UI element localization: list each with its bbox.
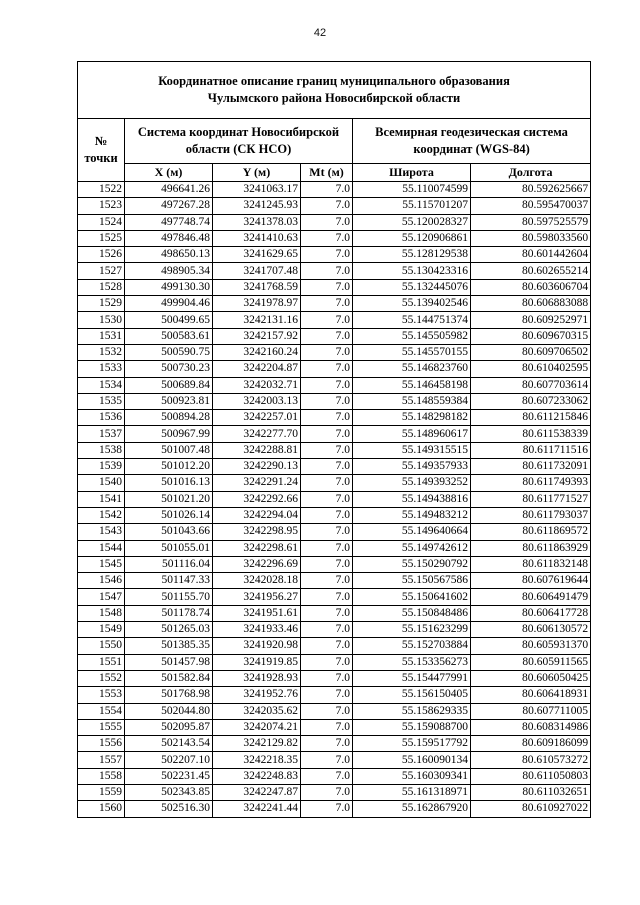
cell-x-coord: 501026.14 (125, 507, 213, 523)
cell-point-no: 1543 (78, 524, 125, 540)
cell-latitude: 55.149640664 (353, 524, 471, 540)
cell-mt-value: 7.0 (301, 361, 353, 377)
cell-point-no: 1541 (78, 491, 125, 507)
header-system-nso: Система координат Новосибирской области (СК НСО) (125, 119, 353, 164)
cell-mt-value: 7.0 (301, 263, 353, 279)
table-row (78, 410, 591, 426)
cell-latitude: 55.158629335 (353, 703, 471, 719)
cell-longitude: 80.605931370 (471, 638, 591, 654)
cell-y-coord: 3242296.69 (213, 556, 301, 572)
cell-x-coord: 501147.33 (125, 573, 213, 589)
cell-mt-value: 7.0 (301, 556, 353, 572)
cell-y-coord: 3241629.65 (213, 247, 301, 263)
table-row (78, 475, 591, 491)
cell-longitude: 80.611711516 (471, 442, 591, 458)
cell-latitude: 55.149483212 (353, 507, 471, 523)
cell-latitude: 55.139402546 (353, 296, 471, 312)
cell-mt-value: 7.0 (301, 312, 353, 328)
cell-point-no: 1546 (78, 573, 125, 589)
cell-y-coord: 3242129.82 (213, 736, 301, 752)
cell-x-coord: 501116.04 (125, 556, 213, 572)
table-row (78, 654, 591, 670)
table-row (78, 573, 591, 589)
cell-mt-value: 7.0 (301, 719, 353, 735)
table-row (78, 393, 591, 409)
cell-point-no: 1536 (78, 410, 125, 426)
cell-point-no: 1528 (78, 279, 125, 295)
cell-x-coord: 501457.98 (125, 654, 213, 670)
table-row (78, 736, 591, 752)
table-row (78, 279, 591, 295)
cell-longitude: 80.610402595 (471, 361, 591, 377)
cell-longitude: 80.611215846 (471, 410, 591, 426)
cell-x-coord: 500499.65 (125, 312, 213, 328)
cell-latitude: 55.132445076 (353, 279, 471, 295)
cell-longitude: 80.611732091 (471, 459, 591, 475)
cell-latitude: 55.159517792 (353, 736, 471, 752)
table-row (78, 296, 591, 312)
cell-mt-value: 7.0 (301, 573, 353, 589)
cell-x-coord: 500923.81 (125, 393, 213, 409)
cell-mt-value: 7.0 (301, 442, 353, 458)
header-system-wgs: Всемирная геодезическая система координат (WGS-84) (353, 119, 591, 164)
cell-longitude: 80.611749393 (471, 475, 591, 491)
table-row (78, 719, 591, 735)
cell-longitude: 80.606418931 (471, 687, 591, 703)
cell-x-coord: 499904.46 (125, 296, 213, 312)
cell-y-coord: 3242257.01 (213, 410, 301, 426)
cell-latitude: 55.145570155 (353, 344, 471, 360)
cell-longitude: 80.610573272 (471, 752, 591, 768)
cell-latitude: 55.148298182 (353, 410, 471, 426)
cell-longitude: 80.603606704 (471, 279, 591, 295)
cell-mt-value: 7.0 (301, 230, 353, 246)
cell-y-coord: 3242028.18 (213, 573, 301, 589)
table-title-line-2: Чулымского района Новосибирской области (207, 91, 461, 105)
cell-point-no: 1559 (78, 784, 125, 800)
cell-latitude: 55.159088700 (353, 719, 471, 735)
table-row (78, 230, 591, 246)
cell-longitude: 80.606050425 (471, 670, 591, 686)
table-row (78, 622, 591, 638)
cell-y-coord: 3242074.21 (213, 719, 301, 735)
header-mt: Mt (м) (301, 164, 353, 182)
cell-longitude: 80.607233062 (471, 393, 591, 409)
cell-y-coord: 3241707.48 (213, 263, 301, 279)
cell-x-coord: 502516.30 (125, 801, 213, 817)
cell-mt-value: 7.0 (301, 344, 353, 360)
cell-point-no: 1538 (78, 442, 125, 458)
cell-y-coord: 3242288.81 (213, 442, 301, 458)
cell-point-no: 1529 (78, 296, 125, 312)
cell-y-coord: 3242218.35 (213, 752, 301, 768)
cell-longitude: 80.611793037 (471, 507, 591, 523)
coordinates-table (77, 61, 591, 818)
table-row (78, 312, 591, 328)
cell-latitude: 55.150848486 (353, 605, 471, 621)
cell-point-no: 1526 (78, 247, 125, 263)
cell-point-no: 1522 (78, 182, 125, 198)
table-row (78, 524, 591, 540)
cell-y-coord: 3241919.85 (213, 654, 301, 670)
cell-longitude: 80.606130572 (471, 622, 591, 638)
cell-x-coord: 501582.84 (125, 670, 213, 686)
cell-longitude: 80.611538339 (471, 426, 591, 442)
cell-point-no: 1523 (78, 198, 125, 214)
cell-mt-value: 7.0 (301, 459, 353, 475)
cell-x-coord: 501016.13 (125, 475, 213, 491)
table-title (78, 62, 591, 119)
table-title-line-1: Координатное описание границ муниципального образования (158, 74, 510, 88)
cell-mt-value: 7.0 (301, 214, 353, 230)
table-row (78, 589, 591, 605)
cell-longitude: 80.611032651 (471, 784, 591, 800)
cell-point-no: 1533 (78, 361, 125, 377)
cell-mt-value: 7.0 (301, 491, 353, 507)
cell-latitude: 55.154477991 (353, 670, 471, 686)
cell-y-coord: 3242291.24 (213, 475, 301, 491)
cell-x-coord: 502095.87 (125, 719, 213, 735)
cell-point-no: 1539 (78, 459, 125, 475)
cell-y-coord: 3242157.92 (213, 328, 301, 344)
cell-x-coord: 501055.01 (125, 540, 213, 556)
cell-point-no: 1530 (78, 312, 125, 328)
cell-latitude: 55.146823760 (353, 361, 471, 377)
table-row (78, 182, 591, 198)
table-row (78, 556, 591, 572)
cell-longitude: 80.601442604 (471, 247, 591, 263)
cell-x-coord: 501012.20 (125, 459, 213, 475)
cell-point-no: 1557 (78, 752, 125, 768)
cell-latitude: 55.161318971 (353, 784, 471, 800)
cell-y-coord: 3241956.27 (213, 589, 301, 605)
cell-mt-value: 7.0 (301, 426, 353, 442)
cell-x-coord: 501021.20 (125, 491, 213, 507)
cell-x-coord: 500730.23 (125, 361, 213, 377)
cell-x-coord: 500967.99 (125, 426, 213, 442)
cell-point-no: 1540 (78, 475, 125, 491)
cell-longitude: 80.598033560 (471, 230, 591, 246)
page-number: 42 (313, 27, 327, 39)
cell-y-coord: 3242160.24 (213, 344, 301, 360)
cell-x-coord: 501265.03 (125, 622, 213, 638)
cell-longitude: 80.609706502 (471, 344, 591, 360)
cell-mt-value: 7.0 (301, 540, 353, 556)
cell-x-coord: 501385.35 (125, 638, 213, 654)
cell-latitude: 55.146458198 (353, 377, 471, 393)
cell-latitude: 55.149315515 (353, 442, 471, 458)
cell-y-coord: 3242241.44 (213, 801, 301, 817)
cell-longitude: 80.605911565 (471, 654, 591, 670)
table-row (78, 344, 591, 360)
cell-latitude: 55.149393252 (353, 475, 471, 491)
cell-mt-value: 7.0 (301, 638, 353, 654)
cell-mt-value: 7.0 (301, 801, 353, 817)
cell-x-coord: 501007.48 (125, 442, 213, 458)
cell-y-coord: 3242298.95 (213, 524, 301, 540)
table-row (78, 328, 591, 344)
cell-x-coord: 501178.74 (125, 605, 213, 621)
cell-mt-value: 7.0 (301, 687, 353, 703)
cell-latitude: 55.150290792 (353, 556, 471, 572)
cell-point-no: 1555 (78, 719, 125, 735)
cell-y-coord: 3242035.62 (213, 703, 301, 719)
cell-latitude: 55.151623299 (353, 622, 471, 638)
table-body (78, 182, 591, 818)
cell-point-no: 1553 (78, 687, 125, 703)
table-row (78, 442, 591, 458)
cell-point-no: 1542 (78, 507, 125, 523)
cell-latitude: 55.160309341 (353, 768, 471, 784)
cell-x-coord: 497846.48 (125, 230, 213, 246)
cell-longitude: 80.592625667 (471, 182, 591, 198)
cell-mt-value: 7.0 (301, 670, 353, 686)
cell-longitude: 80.611050803 (471, 768, 591, 784)
cell-mt-value: 7.0 (301, 198, 353, 214)
table-row (78, 768, 591, 784)
cell-x-coord: 497748.74 (125, 214, 213, 230)
cell-y-coord: 3242277.70 (213, 426, 301, 442)
cell-x-coord: 496641.26 (125, 182, 213, 198)
cell-x-coord: 502207.10 (125, 752, 213, 768)
table-row (78, 687, 591, 703)
cell-mt-value: 7.0 (301, 410, 353, 426)
cell-x-coord: 501155.70 (125, 589, 213, 605)
cell-y-coord: 3241378.03 (213, 214, 301, 230)
cell-y-coord: 3242292.66 (213, 491, 301, 507)
cell-longitude: 80.597525579 (471, 214, 591, 230)
cell-longitude: 80.611771527 (471, 491, 591, 507)
cell-point-no: 1524 (78, 214, 125, 230)
cell-latitude: 55.128129538 (353, 247, 471, 263)
cell-point-no: 1560 (78, 801, 125, 817)
table-row (78, 361, 591, 377)
cell-y-coord: 3242290.13 (213, 459, 301, 475)
cell-x-coord: 498905.34 (125, 263, 213, 279)
cell-latitude: 55.120028327 (353, 214, 471, 230)
table-row (78, 752, 591, 768)
cell-point-no: 1551 (78, 654, 125, 670)
cell-mt-value: 7.0 (301, 622, 353, 638)
cell-point-no: 1527 (78, 263, 125, 279)
cell-point-no: 1534 (78, 377, 125, 393)
cell-y-coord: 3242032.71 (213, 377, 301, 393)
cell-longitude: 80.607711005 (471, 703, 591, 719)
table-row (78, 263, 591, 279)
table-row (78, 426, 591, 442)
table-row (78, 491, 591, 507)
header-x: X (м) (125, 164, 213, 182)
table-row (78, 784, 591, 800)
cell-point-no: 1544 (78, 540, 125, 556)
cell-latitude: 55.148559384 (353, 393, 471, 409)
cell-x-coord: 500590.75 (125, 344, 213, 360)
cell-y-coord: 3241978.97 (213, 296, 301, 312)
cell-mt-value: 7.0 (301, 605, 353, 621)
table-row (78, 247, 591, 263)
cell-latitude: 55.130423316 (353, 263, 471, 279)
cell-x-coord: 500583.61 (125, 328, 213, 344)
cell-latitude: 55.120906861 (353, 230, 471, 246)
cell-longitude: 80.606883088 (471, 296, 591, 312)
cell-x-coord: 502143.54 (125, 736, 213, 752)
header-point-no: № точки (78, 119, 125, 182)
cell-latitude: 55.156150405 (353, 687, 471, 703)
cell-latitude: 55.149742612 (353, 540, 471, 556)
cell-mt-value: 7.0 (301, 475, 353, 491)
cell-x-coord: 502231.45 (125, 768, 213, 784)
cell-x-coord: 498650.13 (125, 247, 213, 263)
cell-longitude: 80.608314986 (471, 719, 591, 735)
cell-mt-value: 7.0 (301, 393, 353, 409)
cell-mt-value: 7.0 (301, 279, 353, 295)
cell-y-coord: 3241768.59 (213, 279, 301, 295)
table-row (78, 507, 591, 523)
cell-longitude: 80.609186099 (471, 736, 591, 752)
cell-x-coord: 499130.30 (125, 279, 213, 295)
cell-point-no: 1548 (78, 605, 125, 621)
cell-y-coord: 3242003.13 (213, 393, 301, 409)
cell-latitude: 55.110074599 (353, 182, 471, 198)
table-row (78, 540, 591, 556)
cell-latitude: 55.148960617 (353, 426, 471, 442)
table-row (78, 377, 591, 393)
cell-point-no: 1549 (78, 622, 125, 638)
cell-mt-value: 7.0 (301, 654, 353, 670)
table-row (78, 703, 591, 719)
cell-longitude: 80.611863929 (471, 540, 591, 556)
cell-point-no: 1525 (78, 230, 125, 246)
cell-y-coord: 3242131.16 (213, 312, 301, 328)
cell-mt-value: 7.0 (301, 182, 353, 198)
header-latitude: Широта (353, 164, 471, 182)
cell-longitude: 80.595470037 (471, 198, 591, 214)
cell-longitude: 80.606491479 (471, 589, 591, 605)
cell-latitude: 55.150567586 (353, 573, 471, 589)
table-row (78, 198, 591, 214)
header-longitude: Долгота (471, 164, 591, 182)
cell-longitude: 80.609252971 (471, 312, 591, 328)
cell-mt-value: 7.0 (301, 247, 353, 263)
table-row (78, 214, 591, 230)
cell-mt-value: 7.0 (301, 524, 353, 540)
cell-y-coord: 3242294.04 (213, 507, 301, 523)
cell-mt-value: 7.0 (301, 703, 353, 719)
cell-y-coord: 3241063.17 (213, 182, 301, 198)
cell-x-coord: 502343.85 (125, 784, 213, 800)
cell-x-coord: 502044.80 (125, 703, 213, 719)
table-row (78, 801, 591, 817)
cell-latitude: 55.162867920 (353, 801, 471, 817)
cell-latitude: 55.149357933 (353, 459, 471, 475)
cell-point-no: 1531 (78, 328, 125, 344)
cell-mt-value: 7.0 (301, 784, 353, 800)
cell-latitude: 55.145505982 (353, 328, 471, 344)
cell-point-no: 1545 (78, 556, 125, 572)
cell-longitude: 80.611869572 (471, 524, 591, 540)
cell-y-coord: 3241920.98 (213, 638, 301, 654)
cell-point-no: 1547 (78, 589, 125, 605)
cell-point-no: 1537 (78, 426, 125, 442)
cell-longitude: 80.602655214 (471, 263, 591, 279)
cell-y-coord: 3241245.93 (213, 198, 301, 214)
cell-latitude: 55.150641602 (353, 589, 471, 605)
cell-point-no: 1532 (78, 344, 125, 360)
cell-point-no: 1550 (78, 638, 125, 654)
cell-y-coord: 3242247.87 (213, 784, 301, 800)
header-y: Y (м) (213, 164, 301, 182)
table-row (78, 638, 591, 654)
table-row (78, 459, 591, 475)
cell-mt-value: 7.0 (301, 296, 353, 312)
cell-y-coord: 3242298.61 (213, 540, 301, 556)
cell-x-coord: 501768.98 (125, 687, 213, 703)
cell-x-coord: 501043.66 (125, 524, 213, 540)
cell-longitude: 80.610927022 (471, 801, 591, 817)
cell-y-coord: 3242204.87 (213, 361, 301, 377)
cell-y-coord: 3241933.46 (213, 622, 301, 638)
cell-y-coord: 3242248.83 (213, 768, 301, 784)
cell-mt-value: 7.0 (301, 589, 353, 605)
cell-x-coord: 500689.84 (125, 377, 213, 393)
cell-longitude: 80.606417728 (471, 605, 591, 621)
cell-x-coord: 497267.28 (125, 198, 213, 214)
cell-point-no: 1535 (78, 393, 125, 409)
cell-point-no: 1552 (78, 670, 125, 686)
cell-x-coord: 500894.28 (125, 410, 213, 426)
cell-latitude: 55.149438816 (353, 491, 471, 507)
cell-mt-value: 7.0 (301, 507, 353, 523)
cell-point-no: 1558 (78, 768, 125, 784)
cell-longitude: 80.609670315 (471, 328, 591, 344)
cell-y-coord: 3241928.93 (213, 670, 301, 686)
cell-mt-value: 7.0 (301, 328, 353, 344)
cell-longitude: 80.607703614 (471, 377, 591, 393)
cell-longitude: 80.607619644 (471, 573, 591, 589)
cell-mt-value: 7.0 (301, 768, 353, 784)
cell-latitude: 55.152703884 (353, 638, 471, 654)
cell-y-coord: 3241952.76 (213, 687, 301, 703)
cell-longitude: 80.611832148 (471, 556, 591, 572)
cell-point-no: 1554 (78, 703, 125, 719)
cell-latitude: 55.144751374 (353, 312, 471, 328)
cell-y-coord: 3241410.63 (213, 230, 301, 246)
table-row (78, 670, 591, 686)
cell-mt-value: 7.0 (301, 752, 353, 768)
cell-mt-value: 7.0 (301, 377, 353, 393)
cell-point-no: 1556 (78, 736, 125, 752)
cell-mt-value: 7.0 (301, 736, 353, 752)
cell-latitude: 55.153356273 (353, 654, 471, 670)
cell-latitude: 55.115701207 (353, 198, 471, 214)
cell-latitude: 55.160090134 (353, 752, 471, 768)
table-row (78, 605, 591, 621)
cell-y-coord: 3241951.61 (213, 605, 301, 621)
